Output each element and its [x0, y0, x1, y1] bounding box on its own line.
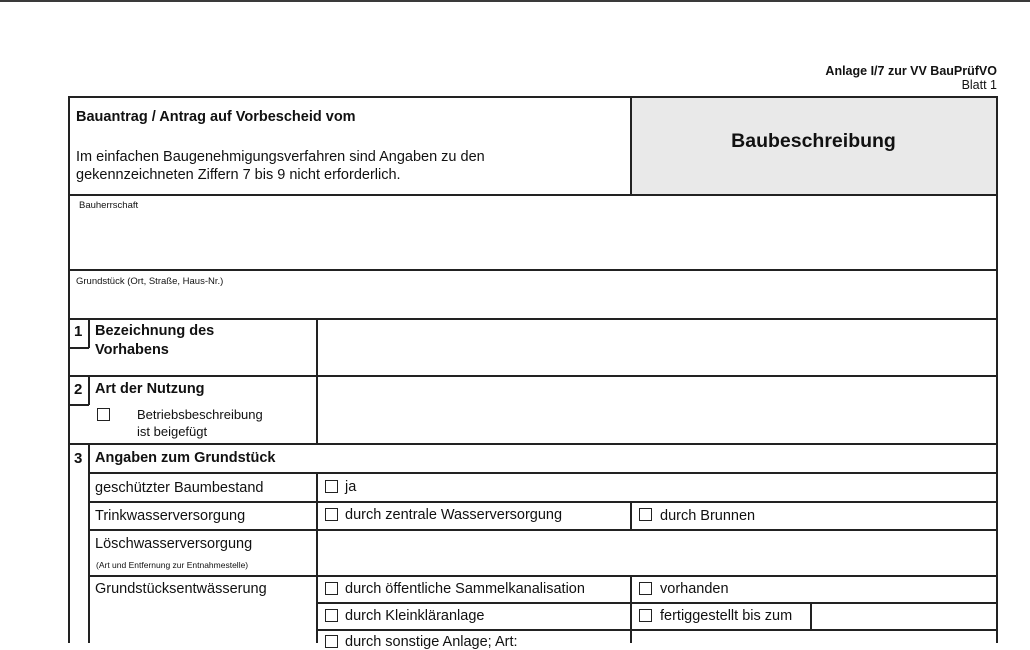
- divider-section3: [68, 443, 998, 445]
- completed-by-label: fertiggestellt bis zum: [660, 608, 793, 624]
- procedure-note-line2: gekennzeichneten Ziffern 7 bis 9 nicht erforderlich.: [76, 167, 401, 183]
- sewer-present-label: vorhanden: [660, 581, 729, 597]
- drainage-label: Grundstücksentwässerung: [95, 581, 267, 597]
- divider-plot: [68, 269, 998, 271]
- frame-top: [68, 96, 998, 98]
- divider-row-fire: [88, 529, 998, 531]
- protected-trees-yes-label: ja: [345, 479, 357, 495]
- drinking-water-label: Trinkwasserversorgung: [95, 508, 246, 524]
- divider-drainage-sub1: [316, 602, 998, 604]
- application-heading: Bauantrag / Antrag auf Vorbescheid vom: [76, 109, 356, 125]
- protected-trees-label: geschützter Baumbestand: [95, 480, 264, 496]
- well-supply-checkbox[interactable]: [639, 508, 652, 521]
- sewer-present-checkbox[interactable]: [639, 582, 652, 595]
- divider-section1: [68, 318, 998, 320]
- central-water-supply-checkbox[interactable]: [325, 508, 338, 521]
- protected-trees-yes-checkbox[interactable]: [325, 480, 338, 493]
- section1-number: 1: [74, 323, 83, 340]
- frame-left: [68, 96, 70, 643]
- small-treatment-plant-checkbox[interactable]: [325, 609, 338, 622]
- other-facility-label: durch sonstige Anlage; Art:: [345, 634, 518, 650]
- window-top-border: [0, 0, 1030, 2]
- numbox-bottom-1: [68, 347, 89, 349]
- fire-water-sublabel: (Art und Entfernung zur Entnahmestelle): [96, 560, 249, 570]
- column-divider-sec1-2: [316, 318, 318, 444]
- column-divider-sec3: [316, 472, 318, 643]
- annex-reference: Anlage I/7 zur VV BauPrüfVO: [825, 64, 997, 78]
- builder-field[interactable]: [76, 214, 991, 266]
- section2-number: 2: [74, 381, 83, 398]
- completed-by-checkbox[interactable]: [639, 609, 652, 622]
- section3-number: 3: [74, 450, 83, 467]
- section1-title-line1: Bezeichnung des: [95, 323, 215, 339]
- form-title: Baubeschreibung: [731, 130, 896, 152]
- divider-row-trees: [88, 472, 998, 474]
- numbox-bottom-2: [68, 404, 89, 406]
- operation-description-checkbox[interactable]: [97, 408, 110, 421]
- divider-section2: [68, 375, 998, 377]
- completed-date-divider: [810, 602, 812, 630]
- option-divider-drainage: [630, 575, 632, 643]
- procedure-note-line1: Im einfachen Baugenehmigungsverfahren sind Angaben zu den: [76, 149, 485, 165]
- completed-date-field[interactable]: [814, 605, 992, 627]
- fire-water-field[interactable]: [320, 533, 992, 573]
- central-water-supply-label: durch zentrale Wasserversorgung: [345, 507, 563, 523]
- numbox-divider-1: [88, 318, 90, 348]
- form-header: [825, 64, 997, 92]
- divider-drainage-sub2: [316, 629, 998, 631]
- option-divider-drinking: [630, 501, 632, 530]
- public-sewer-checkbox[interactable]: [325, 582, 338, 595]
- usage-type-field[interactable]: [320, 379, 992, 441]
- fire-water-label: Löschwasserversorgung: [95, 536, 253, 552]
- divider-builder: [68, 194, 998, 196]
- plot-field[interactable]: [76, 290, 991, 316]
- sheet-number: Blatt 1: [961, 78, 997, 92]
- numbox-divider-2: [88, 375, 90, 405]
- builder-label: Bauherrschaft: [79, 200, 139, 211]
- well-supply-label: durch Brunnen: [660, 508, 756, 524]
- public-sewer-label: durch öffentliche Sammelkanalisation: [345, 581, 585, 597]
- divider-row-drainage: [88, 575, 998, 577]
- frame-right: [996, 96, 998, 643]
- operation-description-label-line2: ist beigefügt: [137, 424, 208, 439]
- divider-row-drinking: [88, 501, 998, 503]
- operation-description-label-line1: Betriebsbeschreibung: [137, 407, 263, 422]
- section1-title-line2: Vorhabens: [95, 342, 169, 358]
- small-treatment-plant-label: durch Kleinkläranlage: [345, 608, 485, 624]
- project-description-field[interactable]: [320, 322, 992, 372]
- section3-title: Angaben zum Grundstück: [95, 450, 276, 466]
- other-facility-checkbox[interactable]: [325, 635, 338, 648]
- plot-label: Grundstück (Ort, Straße, Haus-Nr.): [76, 276, 224, 287]
- section3-left-inner: [88, 443, 90, 643]
- section2-title: Art der Nutzung: [95, 381, 205, 397]
